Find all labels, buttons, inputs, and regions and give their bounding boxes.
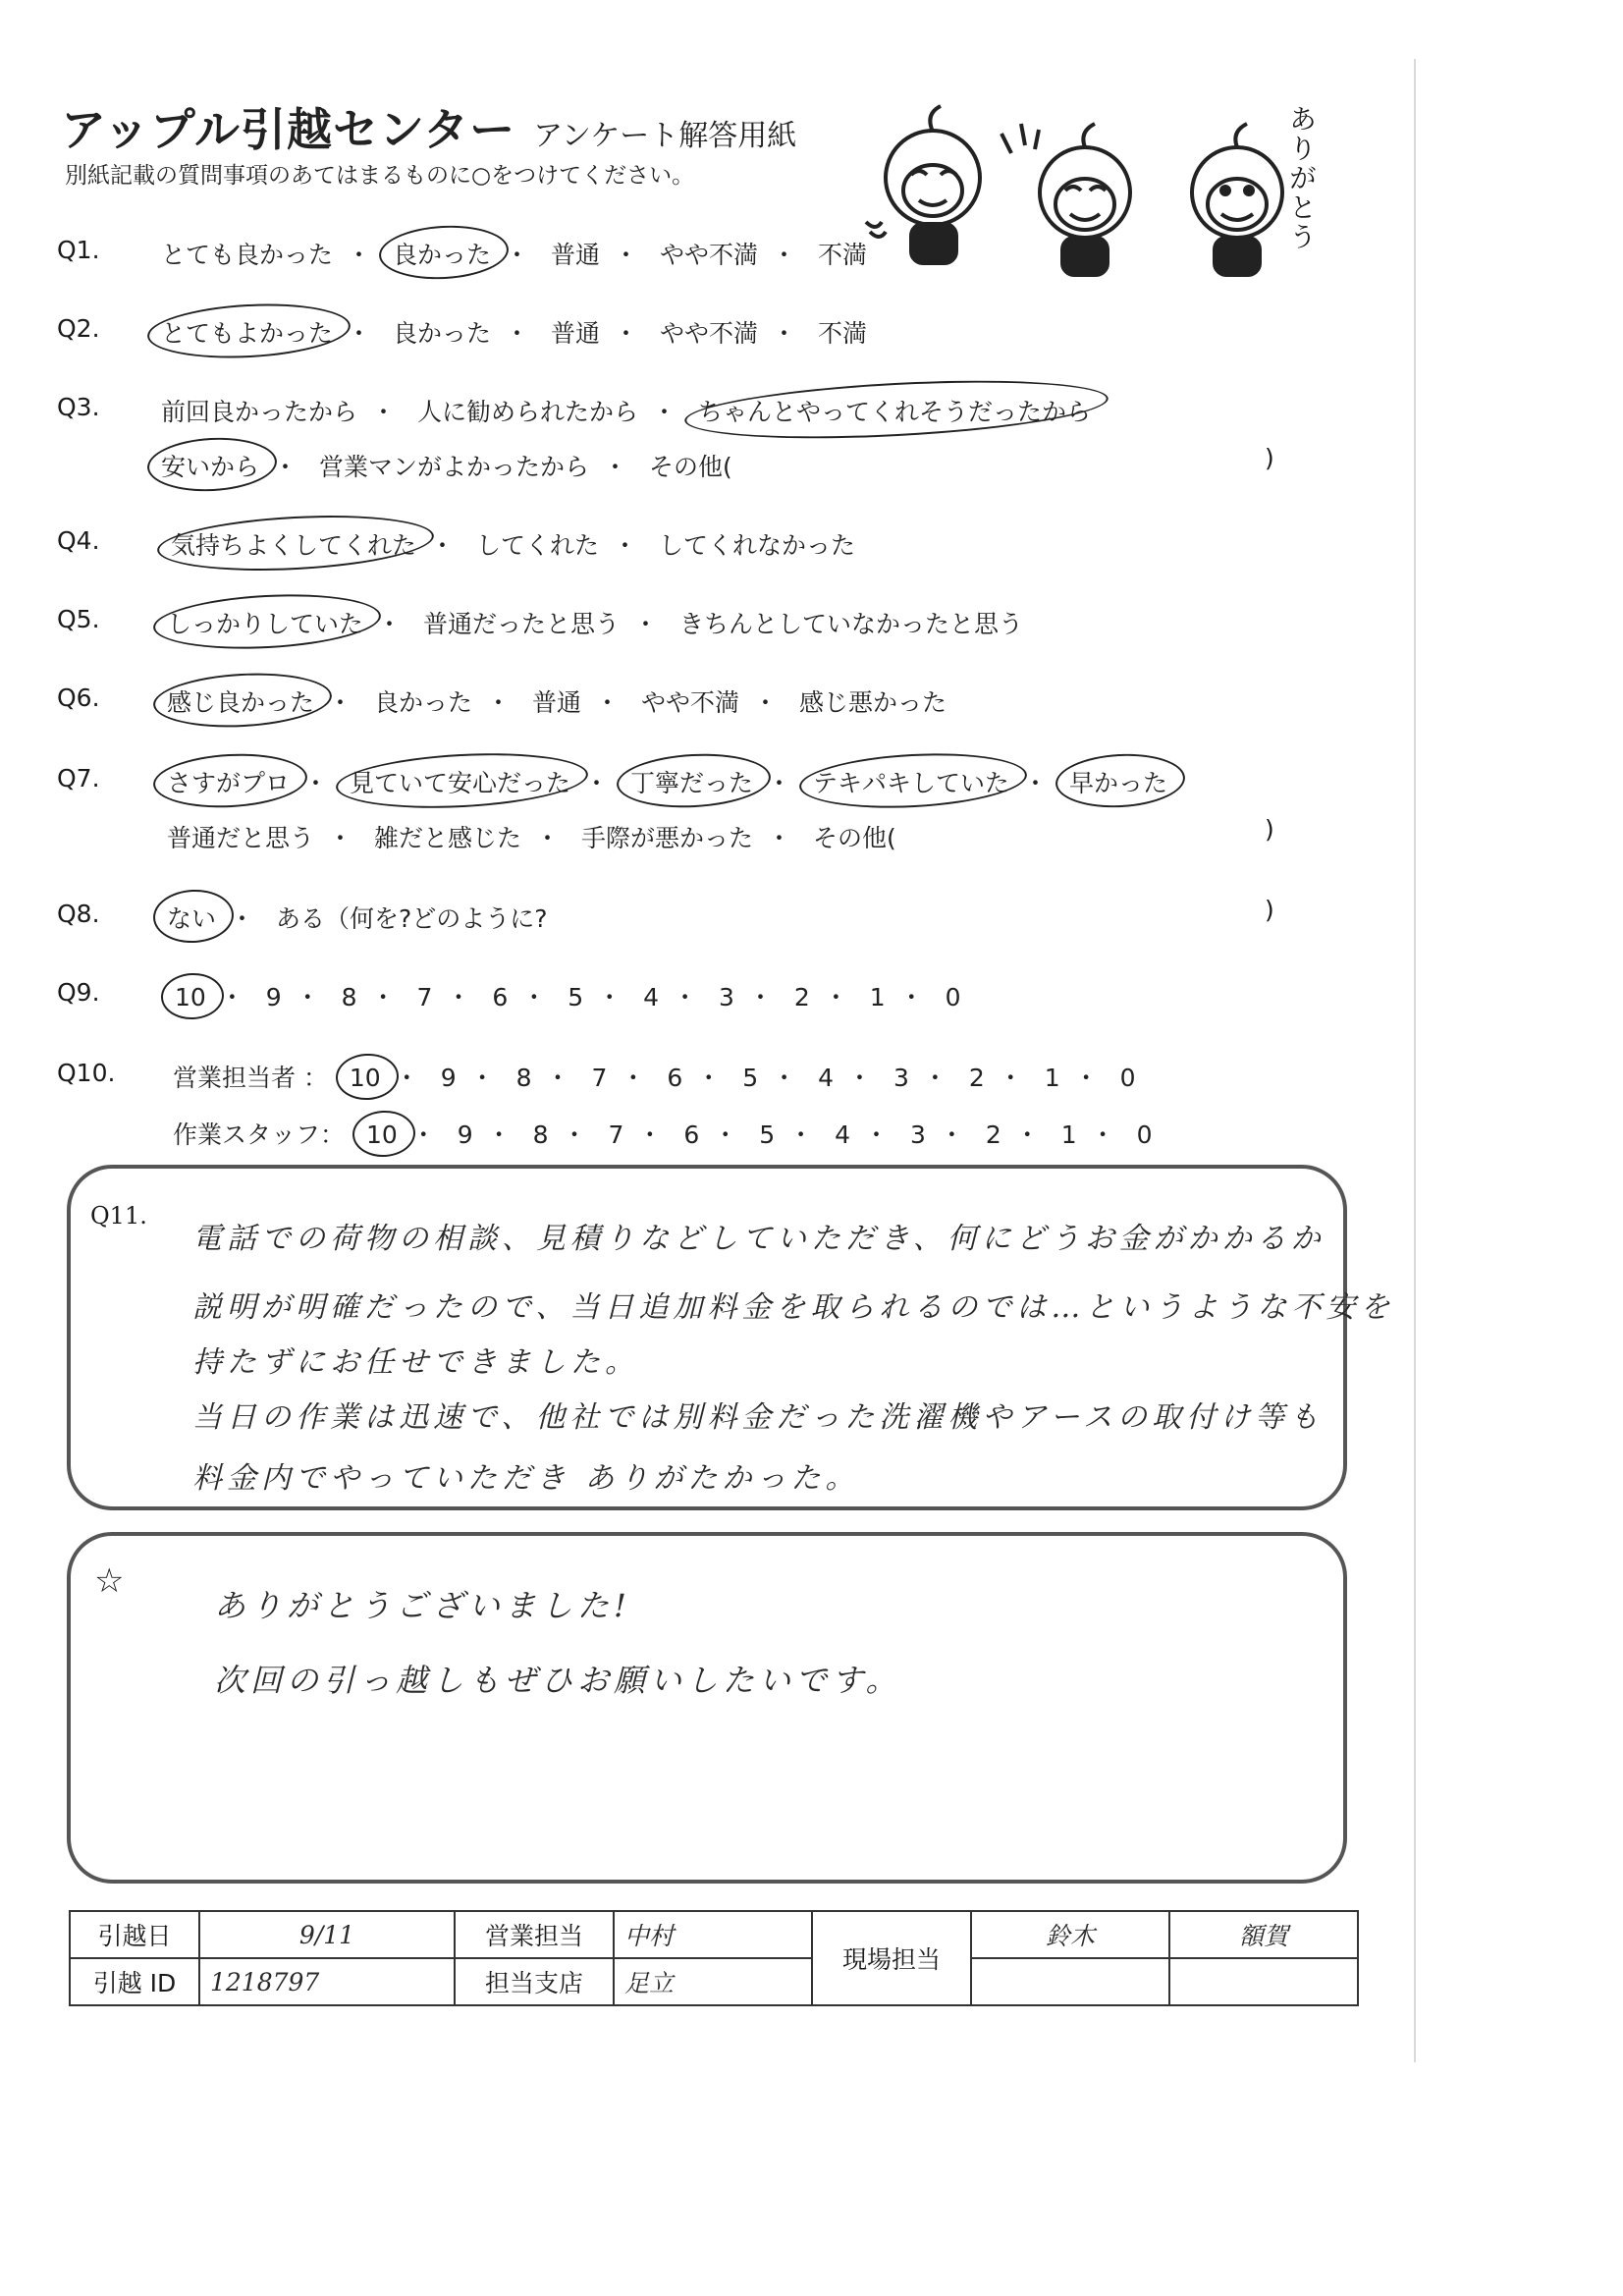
site-staff-label: 現場担当 [812, 1911, 971, 2005]
sales-rep-value[interactable]: 中村 [614, 1911, 812, 1958]
q10-sales-score[interactable]: 9 [440, 1064, 457, 1092]
q1-label: Q1. [57, 236, 100, 264]
q8-close-paren: ) [1265, 896, 1274, 924]
q6-option[interactable]: やや不満 [640, 688, 739, 717]
move-id-value[interactable]: 1218797 [199, 1958, 455, 2005]
q4-option[interactable]: してくれた [475, 531, 599, 560]
form-title: アンケート解答用紙 [533, 119, 797, 153]
branch-label: 担当支店 [455, 1958, 614, 2005]
site-staff-empty-2[interactable] [1169, 1958, 1358, 2005]
q4-option[interactable]: してくれなかった [658, 531, 855, 560]
instruction-text: 別紙記載の質問事項のあてはまるものに○をつけてください。 [65, 163, 695, 189]
q9-score[interactable]: 9 [265, 983, 282, 1011]
q11-line: 電話での荷物の相談、見積りなどしていただき、何にどうお金がかかるか [192, 1222, 1325, 1256]
q10-staff-score-selected[interactable]: 10 [365, 1121, 398, 1149]
q3-option[interactable]: 人に勧められたから [416, 398, 638, 426]
q1-option[interactable]: 普通 [550, 241, 600, 269]
q7-option-other[interactable]: その他( [812, 824, 896, 852]
q9-score[interactable]: 5 [568, 983, 584, 1011]
q8-options: ない ・ ある（何を?どのように? [167, 900, 548, 935]
q7-option-selected[interactable]: テキパキしていた [813, 764, 1009, 799]
q3-options-line2: 安いから ・ 営業マンがよかったから ・ その他( [161, 448, 732, 483]
q4-options: 気持ちよくしてくれた ・ してくれた ・ してくれなかった [171, 526, 855, 562]
q1-option-selected[interactable]: 良かった [393, 236, 491, 271]
q2-option-selected[interactable]: とてもよかった [161, 314, 333, 350]
q10-label: Q10. [57, 1059, 116, 1087]
q9-score[interactable]: 2 [793, 983, 810, 1011]
q11-line: 説明が明確だったので、当日追加料金を取られるのでは…というような不安を [192, 1290, 1395, 1325]
q10-staff-score[interactable]: 9 [457, 1121, 473, 1149]
q10-sales-score[interactable]: 7 [591, 1064, 608, 1092]
site-staff-value-2[interactable]: 額賀 [1169, 1911, 1358, 1958]
q10-sales-score[interactable]: 3 [893, 1064, 909, 1092]
q9-label: Q9. [57, 978, 100, 1007]
q11-line: 料金内でやっていただき ありがたかった。 [192, 1461, 860, 1496]
q2-options: とてもよかった ・ 良かった ・ 普通 ・ やや不満 ・ 不満 [161, 314, 867, 350]
q11-label: Q11. [90, 1202, 147, 1230]
q3-option[interactable]: 営業マンがよかったから [318, 453, 589, 481]
q10-sales-score-selected[interactable]: 10 [349, 1064, 381, 1092]
q10-staff-score[interactable]: 4 [835, 1121, 851, 1149]
q7-option-selected[interactable]: さすがプロ [167, 764, 290, 799]
q3-label: Q3. [57, 393, 100, 421]
move-info-table [69, 1910, 1359, 2006]
q3-option[interactable]: 前回良かったから [161, 398, 358, 426]
q9-score[interactable]: 6 [492, 983, 509, 1011]
q10-staff-score[interactable]: 8 [532, 1121, 549, 1149]
thanks-caption: ありがとう [1289, 105, 1317, 253]
q5-option[interactable]: 普通だったと思う [422, 610, 620, 638]
q9-score[interactable]: 0 [945, 983, 961, 1011]
q10-staff-score[interactable]: 0 [1136, 1121, 1153, 1149]
q3-close-paren: ) [1265, 444, 1274, 472]
q5-label: Q5. [57, 605, 100, 633]
q4-option-selected[interactable]: 気持ちよくしてくれた [171, 526, 416, 562]
q6-option[interactable]: 良かった [373, 688, 472, 717]
move-date-value[interactable]: 9/11 [199, 1911, 455, 1958]
q7-label: Q7. [57, 764, 100, 793]
star-icon: ☆ [94, 1561, 125, 1601]
q9-score[interactable]: 7 [416, 983, 433, 1011]
q10-staff-row: 作業スタッフ： 10 ・ 9 ・ 8 ・ 7 ・ 6 ・ 5 ・ 4 ・ 3 ・ 2 ・ 1 ・ 0 [173, 1116, 1153, 1151]
q2-label: Q2. [57, 314, 100, 343]
q10-sales-score[interactable]: 4 [818, 1064, 834, 1092]
q1-option[interactable]: やや不満 [659, 241, 758, 269]
q10-staff-label: 作業スタッフ： [173, 1121, 346, 1149]
q10-sales-row: 営業担当者 ： 10 ・ 9 ・ 8 ・ 7 ・ 6 ・ 5 ・ 4 ・ 3 ・ 2 ・ 1 ・ 0 [173, 1059, 1135, 1094]
q11-line: 持たずにお任せできました。 [192, 1345, 639, 1380]
q7-option-selected[interactable]: 丁寧だった [630, 764, 753, 799]
site-staff-value-1[interactable]: 鈴木 [971, 1911, 1169, 1958]
q6-option[interactable]: 感じ悪かった [798, 688, 947, 717]
q7-options-line1: さすがプロ ・ 見ていて安心だった ・ 丁寧だった ・ テキパキしていた ・ 早かった [167, 764, 1167, 799]
q9-score[interactable]: 4 [643, 983, 660, 1011]
q10-staff-score[interactable]: 5 [759, 1121, 776, 1149]
q3-options-line1: 前回良かったから ・ 人に勧められたから ・ ちゃんとやってくれそうだったから [161, 393, 1091, 428]
q9-scale: 10 ・ 9 ・ 8 ・ 7 ・ 6 ・ 5 ・ 4 ・ 3 ・ 2 ・ 1 ・ 0 [175, 983, 961, 1011]
q9-score[interactable]: 8 [341, 983, 357, 1011]
q3-option-other[interactable]: その他( [648, 453, 732, 481]
q10-staff-score[interactable]: 7 [608, 1121, 624, 1149]
message-line: ありがとうございました! [214, 1587, 631, 1624]
q2-option[interactable]: 良かった [392, 319, 491, 348]
q10-sales-score[interactable]: 8 [515, 1064, 532, 1092]
q10-sales-score[interactable]: 1 [1044, 1064, 1060, 1092]
q9-score[interactable]: 3 [719, 983, 734, 1011]
brand-title: アップル引越センター アンケート解答用紙 [61, 103, 797, 156]
q7-option-selected[interactable]: 見ていて安心だった [350, 764, 570, 799]
branch-value[interactable]: 足立 [614, 1958, 812, 2005]
q7-options-line2: 普通だと思う ・ 雑だと感じた ・ 手際が悪かった ・ その他( [167, 819, 896, 854]
q11-line: 当日の作業は迅速で、他社では別料金だった洗濯機やアースの取付け等も [192, 1400, 1324, 1435]
q2-option[interactable]: やや不満 [659, 319, 758, 348]
q8-option-selected[interactable]: ない [167, 900, 216, 935]
q9-score-selected[interactable]: 10 [175, 983, 206, 1011]
q7-option[interactable]: 雑だと感じた [373, 824, 521, 852]
q10-sales-score[interactable]: 5 [742, 1064, 759, 1092]
q3-option-selected[interactable]: 安いから [161, 448, 259, 483]
q5-option-selected[interactable]: しっかりしていた [167, 605, 363, 640]
q3-option-selected[interactable]: ちゃんとやってくれそうだったから [698, 393, 1091, 428]
q2-option[interactable]: 普通 [550, 319, 600, 348]
q5-option[interactable]: きちんとしていなかったと思う [678, 610, 1023, 638]
q10-sales-score[interactable]: 6 [667, 1064, 683, 1092]
q10-staff-score[interactable]: 3 [910, 1121, 926, 1149]
q6-option[interactable]: 普通 [531, 688, 581, 717]
q8-label: Q8. [57, 900, 100, 928]
q5-options: しっかりしていた ・ 普通だったと思う ・ きちんとしていなかったと思う [167, 605, 1023, 640]
page-edge-line [1414, 59, 1416, 2062]
q1-option[interactable]: 不満 [817, 241, 867, 269]
message-line: 次回の引っ越しもぜひお願いしたいです。 [214, 1662, 902, 1699]
move-date-label: 引越日 [70, 1911, 199, 1958]
q10-sales-label: 営業担当者 ： [173, 1064, 328, 1092]
sales-rep-label: 営業担当 [455, 1911, 614, 1958]
q10-staff-score[interactable]: 2 [985, 1121, 1001, 1149]
q7-option[interactable]: 手際が悪かった [580, 824, 753, 852]
q9-score[interactable]: 1 [869, 983, 886, 1011]
monkey-mascot-illustration [864, 94, 1306, 281]
q7-close-paren: ) [1265, 815, 1274, 844]
q6-option-selected[interactable]: 感じ良かった [167, 683, 314, 719]
q8-option[interactable]: ある（何を?どのように? [275, 904, 548, 933]
move-id-label: 引越 ID [70, 1958, 199, 2005]
q1-option[interactable]: とても良かった [161, 241, 334, 269]
q10-sales-score[interactable]: 0 [1119, 1064, 1136, 1092]
q7-option-selected[interactable]: 早かった [1069, 764, 1167, 799]
site-staff-empty-1[interactable] [971, 1958, 1169, 2005]
q4-label: Q4. [57, 526, 100, 555]
q6-options: 感じ良かった ・ 良かった ・ 普通 ・ やや不満 ・ 感じ悪かった [167, 683, 947, 719]
q10-staff-score[interactable]: 1 [1060, 1121, 1077, 1149]
q10-staff-score[interactable]: 6 [683, 1121, 700, 1149]
q7-option[interactable]: 普通だと思う [167, 824, 315, 852]
q10-sales-score[interactable]: 2 [968, 1064, 985, 1092]
q6-label: Q6. [57, 683, 100, 712]
q1-options: とても良かった ・ 良かった ・ 普通 ・ やや不満 ・ 不満 [161, 236, 867, 271]
q2-option[interactable]: 不満 [817, 319, 867, 348]
